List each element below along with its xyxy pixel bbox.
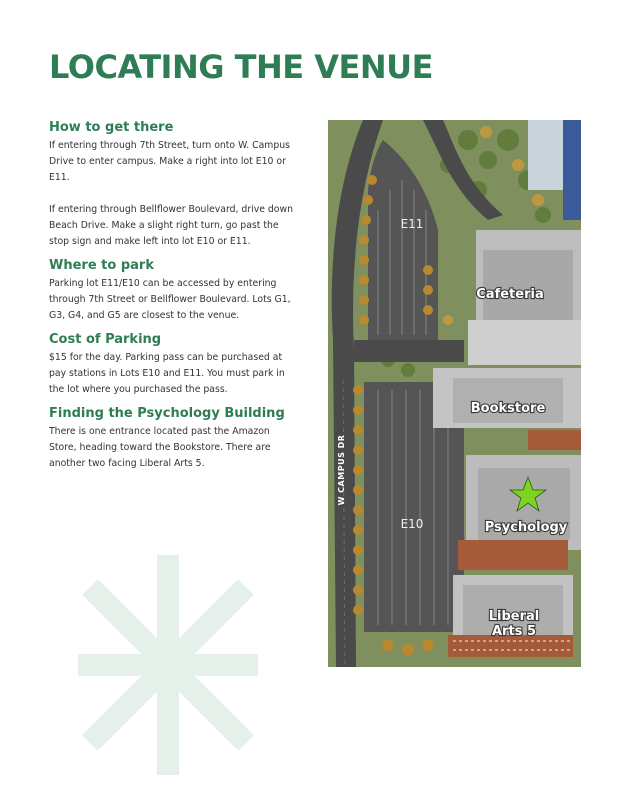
section-paragraph: $15 for the day. Parking pass can be purchased at pay stations in Lots E10 and E11. You must park in the lot where you purchased the pass. (49, 352, 285, 395)
building-label-psychology: Psychology (484, 520, 568, 535)
lot-label-e10: E10 (400, 517, 424, 531)
section-finding-psychology (49, 406, 299, 472)
section-where-to-park (49, 258, 299, 324)
section-paragraph: Parking lot E11/E10 can be accessed by entering through 7th Street or Bellflower Boulevard. Lots G1, G3, G4, and G5 are closest to the venue. (49, 278, 291, 321)
building-label-bookstore: Bookstore (470, 401, 546, 416)
directions-column (49, 120, 299, 480)
building-label-liberal-arts-line1: Liberal (488, 609, 540, 624)
page-title: LOCATING THE VENUE (49, 48, 433, 86)
section-paragraph: If entering through 7th Street, turn onto W. Campus Drive to enter campus. Make a right into lot E10 or E11. (49, 140, 290, 183)
section-heading: Cost of Parking (49, 332, 162, 347)
section-heading: How to get there (49, 120, 174, 135)
section-heading: Finding the Psychology Building (49, 406, 285, 421)
section-paragraph: There is one entrance located past the Amazon Store, heading toward the Bookstore. There are another two facing Liberal Arts 5. (49, 426, 271, 469)
campus-map (328, 120, 581, 667)
lot-label-e11: E11 (400, 217, 424, 231)
section-how-to-get-there (49, 120, 299, 250)
road-label-w-campus-dr: W CAMPUS DR (337, 434, 346, 506)
section-paragraph: If entering through Bellflower Boulevard, drive down Beach Drive. Make a slight right turn, go past the stop sign and make left into lot E10 or E11. (49, 204, 293, 247)
section-heading: Where to park (49, 258, 154, 273)
building-label-liberal-arts-line2: Arts 5 (492, 624, 536, 639)
section-cost-of-parking (49, 332, 299, 398)
building-label-cafeteria: Cafeteria (476, 287, 544, 302)
asterisk-decoration-icon (68, 555, 268, 775)
